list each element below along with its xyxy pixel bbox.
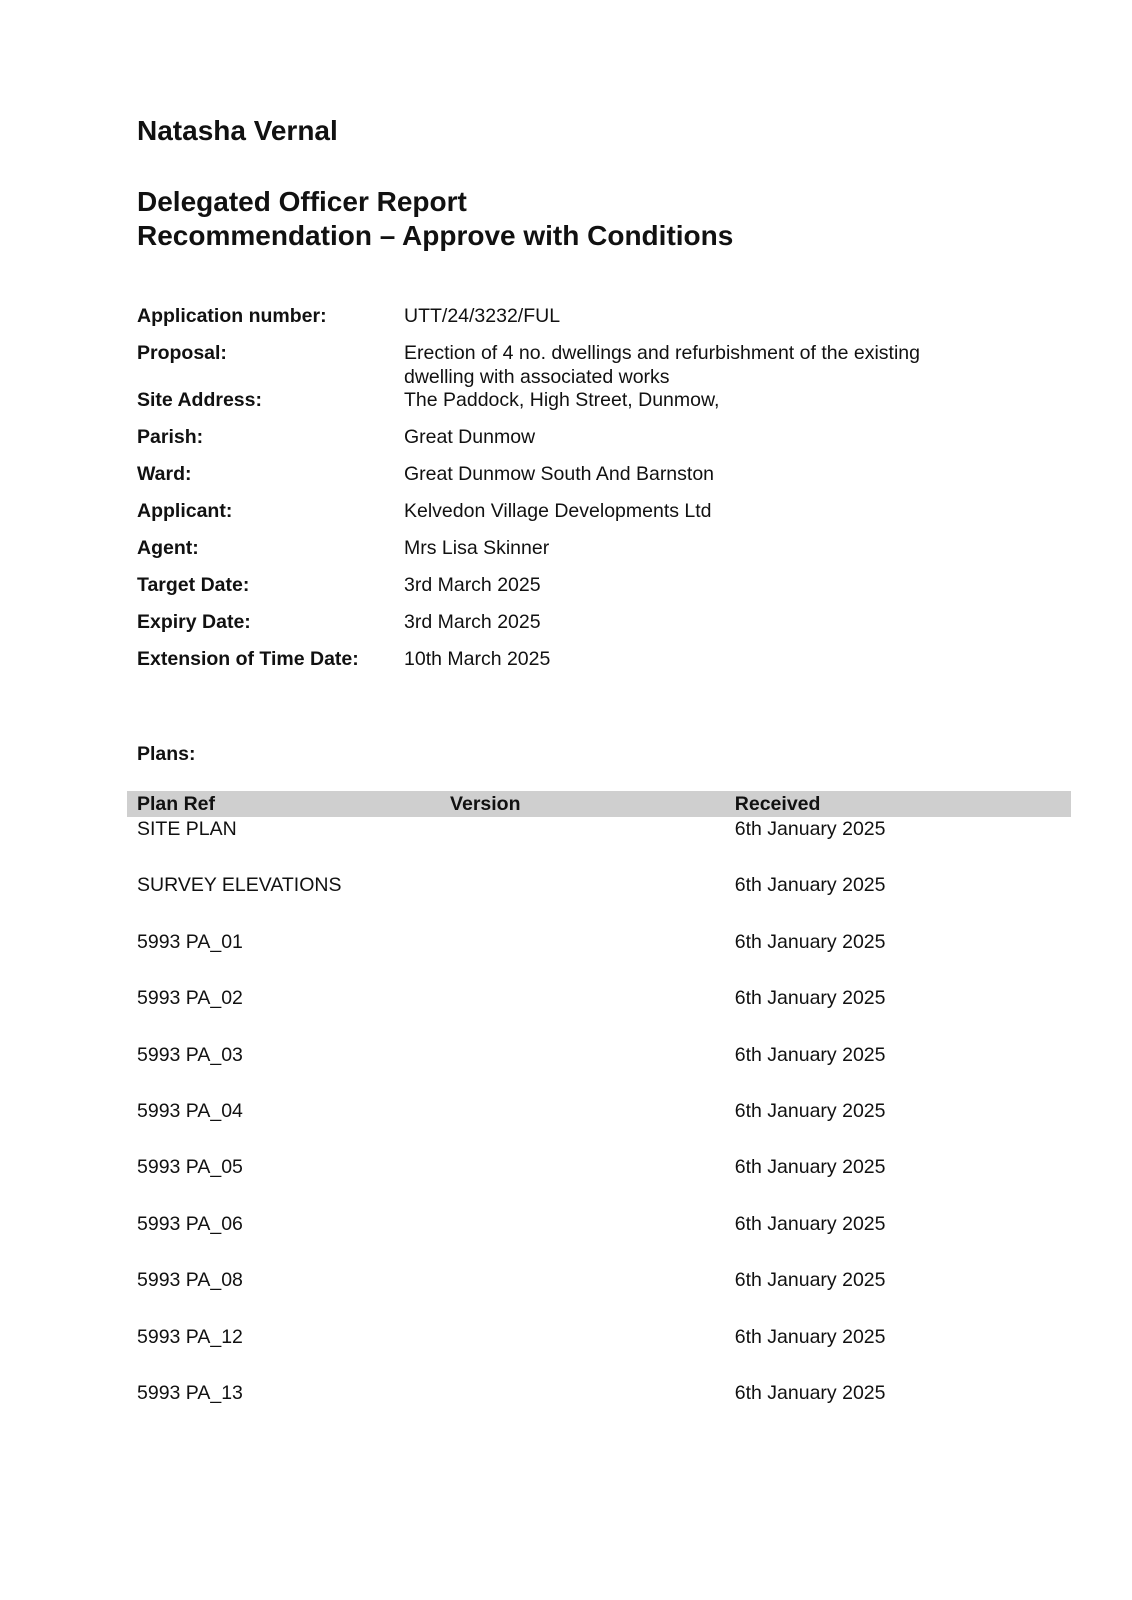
version-cell <box>450 1212 735 1268</box>
plans-heading: Plans: <box>137 743 196 765</box>
plans-table-header <box>127 791 1071 817</box>
detail-row-agent <box>137 536 997 573</box>
received-cell: 6th January 2025 <box>734 1212 886 1235</box>
application-details <box>137 304 997 684</box>
version-cell <box>450 1155 735 1211</box>
table-row <box>127 1212 1071 1268</box>
table-row <box>127 817 1071 873</box>
version-cell <box>450 1043 735 1099</box>
plan-ref-cell: 5993 PA_01 <box>137 930 243 953</box>
table-row <box>127 873 1071 929</box>
received-cell: 6th January 2025 <box>734 1269 886 1292</box>
table-row <box>127 930 1071 986</box>
detail-value: Great Dunmow <box>404 426 536 448</box>
version-cell <box>450 817 735 873</box>
detail-label: Extension of Time Date: <box>137 648 359 670</box>
detail-row-target-date <box>137 573 997 610</box>
table-row <box>127 1043 1071 1099</box>
version-cell <box>450 1325 735 1381</box>
plan-ref-cell: SITE PLAN <box>137 818 237 840</box>
plan-ref-cell: 5993 PA_12 <box>137 1325 243 1348</box>
report-title <box>137 185 733 253</box>
version-cell <box>450 930 735 986</box>
detail-value: Erection of 4 no. dwellings and refurbishment of the existing dwelling with associated works <box>404 342 920 388</box>
detail-value: 3rd March 2025 <box>404 574 541 596</box>
table-row <box>127 986 1071 1042</box>
column-header-received: Received <box>734 793 821 815</box>
plan-ref-cell: 5993 PA_03 <box>137 1043 243 1066</box>
detail-value: Kelvedon Village Developments Ltd <box>404 500 712 522</box>
received-cell: 6th January 2025 <box>734 1099 886 1122</box>
detail-label: Applicant: <box>137 500 233 522</box>
plans-table <box>127 791 1071 1437</box>
plan-ref-cell: 5993 PA_13 <box>137 1381 243 1404</box>
report-title-line-2: Recommendation – Approve with Conditions <box>137 220 734 251</box>
detail-row-applicant <box>137 499 997 536</box>
officer-name: Natasha Vernal <box>137 115 338 146</box>
detail-row-parish <box>137 425 997 462</box>
detail-value: 3rd March 2025 <box>404 611 541 633</box>
report-title-line-1: Delegated Officer Report <box>137 186 467 217</box>
detail-label: Ward: <box>137 463 192 485</box>
detail-label: Site Address: <box>137 389 262 411</box>
plan-ref-cell: 5993 PA_08 <box>137 1269 243 1292</box>
version-cell <box>450 1099 735 1155</box>
received-cell: 6th January 2025 <box>734 987 886 1010</box>
detail-label: Agent: <box>137 537 199 559</box>
received-cell: 6th January 2025 <box>734 818 886 840</box>
plan-ref-cell: 5993 PA_04 <box>137 1099 243 1122</box>
detail-label: Proposal: <box>137 342 227 364</box>
table-row <box>127 1325 1071 1381</box>
received-cell: 6th January 2025 <box>734 930 886 953</box>
received-cell: 6th January 2025 <box>734 1381 886 1404</box>
detail-value: Great Dunmow South And Barnston <box>404 463 715 485</box>
version-cell <box>450 1268 735 1324</box>
detail-value: 10th March 2025 <box>404 648 551 670</box>
version-cell <box>450 986 735 1042</box>
column-header-version: Version <box>450 793 521 815</box>
received-cell: 6th January 2025 <box>734 1156 886 1179</box>
table-row <box>127 1381 1071 1437</box>
detail-value: UTT/24/3232/FUL <box>404 305 561 327</box>
detail-label: Target Date: <box>137 574 250 596</box>
detail-value: Mrs Lisa Skinner <box>404 537 550 559</box>
detail-row-extension-date <box>137 647 997 684</box>
table-row <box>127 1268 1071 1324</box>
detail-row-ward <box>137 462 997 499</box>
detail-row-proposal <box>137 341 997 388</box>
plan-ref-cell: 5993 PA_05 <box>137 1156 243 1179</box>
version-cell <box>450 1381 735 1437</box>
table-row <box>127 1099 1071 1155</box>
version-cell <box>450 873 735 929</box>
detail-label: Application number: <box>137 305 327 327</box>
received-cell: 6th January 2025 <box>734 874 886 897</box>
plan-ref-cell: SURVEY ELEVATIONS <box>137 874 342 897</box>
detail-row-expiry-date <box>137 610 997 647</box>
received-cell: 6th January 2025 <box>734 1325 886 1348</box>
received-cell: 6th January 2025 <box>734 1043 886 1066</box>
column-header-plan-ref: Plan Ref <box>137 793 216 815</box>
plan-ref-cell: 5993 PA_02 <box>137 987 243 1010</box>
detail-label: Parish: <box>137 426 204 448</box>
table-row <box>127 1155 1071 1211</box>
detail-row-application-number <box>137 304 997 341</box>
plan-ref-cell: 5993 PA_06 <box>137 1212 243 1235</box>
detail-label: Expiry Date: <box>137 611 251 633</box>
detail-row-site-address <box>137 388 997 425</box>
detail-value: The Paddock, High Street, Dunmow, <box>404 389 720 411</box>
